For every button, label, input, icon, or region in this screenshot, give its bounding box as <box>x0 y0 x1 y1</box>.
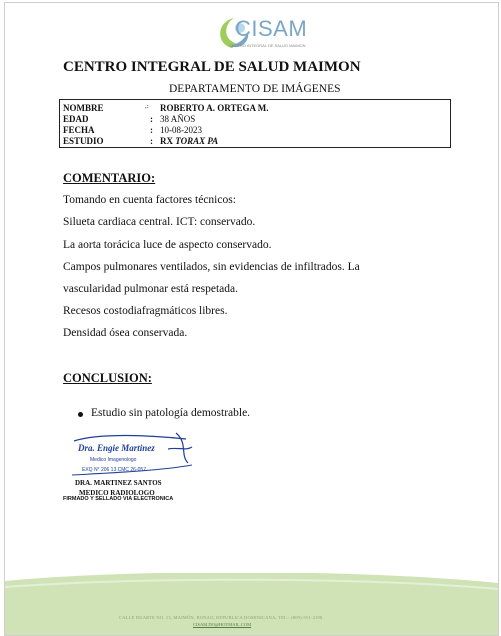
organization-title: CENTRO INTEGRAL DE SALUD MAIMON <box>63 59 361 75</box>
patient-value: 38 AÑOS <box>160 114 196 124</box>
colon-separator: : <box>150 125 153 135</box>
signatory-block <box>75 478 162 498</box>
conclusion-item: Estudio sin patología demostrable. <box>91 407 251 419</box>
comment-line: La aorta torácica luce de aspecto conservado. <box>63 239 272 251</box>
logo-subtitle: CENTRO INTEGRAL DE SALUD MAIMON <box>229 43 306 48</box>
study-prefix: RX <box>160 136 173 146</box>
logo-wordmark: CISAM <box>235 16 308 41</box>
comment-line: Tomando en cuenta factores técnicos: <box>63 194 236 206</box>
signatory-title: MEDICO RADIOLOGO <box>79 489 155 497</box>
patient-value: 10-08-2023 <box>160 125 202 135</box>
comment-line: vascularidad pulmonar está respetada. <box>63 283 238 295</box>
signature-note: FIRMADO Y SELLADO VIA ELECTRONICA <box>63 496 174 502</box>
bullet-icon <box>78 412 83 417</box>
patient-info-box <box>59 99 451 148</box>
patient-label: EDAD <box>63 114 89 124</box>
colon-separator: : <box>150 114 153 124</box>
footer-email[interactable]: CISAM.DO@HOTMAIL.COM <box>193 622 252 627</box>
stamp-registration: EXQ N° 206 13 CMC 26-057 <box>82 467 146 473</box>
comment-line: Campos pulmonares ventilados, sin evidencias de infiltrados. La <box>63 261 360 273</box>
patient-value: ROBERTO A. ORTEGA M. <box>160 103 269 113</box>
comment-heading: COMENTARIO: <box>63 171 156 185</box>
stamp-name: Dra. Engie Martinez <box>78 443 155 453</box>
stamp-title: Medico Imagenologo <box>90 457 137 463</box>
patient-label: ESTUDIO <box>63 136 104 146</box>
small-mark-icon: ᵥ: <box>145 104 149 110</box>
patient-label: FECHA <box>63 125 95 135</box>
department-title: DEPARTAMENTO DE IMÁGENES <box>169 83 341 95</box>
patient-value <box>160 136 218 146</box>
patient-label: NOMBRE <box>63 103 104 113</box>
conclusion-heading: CONCLUSION: <box>63 371 152 385</box>
footer-wave <box>5 573 498 635</box>
footer-address: CALLE DUARTE NO. 13, MAIMÓN, BONAO, REPUBLICA DOMINICANA, TEL.: (809)-551-2198 <box>119 615 323 620</box>
colon-separator: : <box>150 136 153 146</box>
study-type: TORAX PA <box>175 136 219 146</box>
comment-line: Densidad ósea conservada. <box>63 327 188 339</box>
comment-line: Silueta cardiaca central. ICT: conservado. <box>63 216 256 228</box>
report-page <box>4 2 499 636</box>
comment-line: Recesos costodiafragmáticos libres. <box>63 305 228 317</box>
signature-stamp <box>68 429 196 479</box>
signatory-name: DRA. MARTINEZ SANTOS <box>75 479 162 487</box>
